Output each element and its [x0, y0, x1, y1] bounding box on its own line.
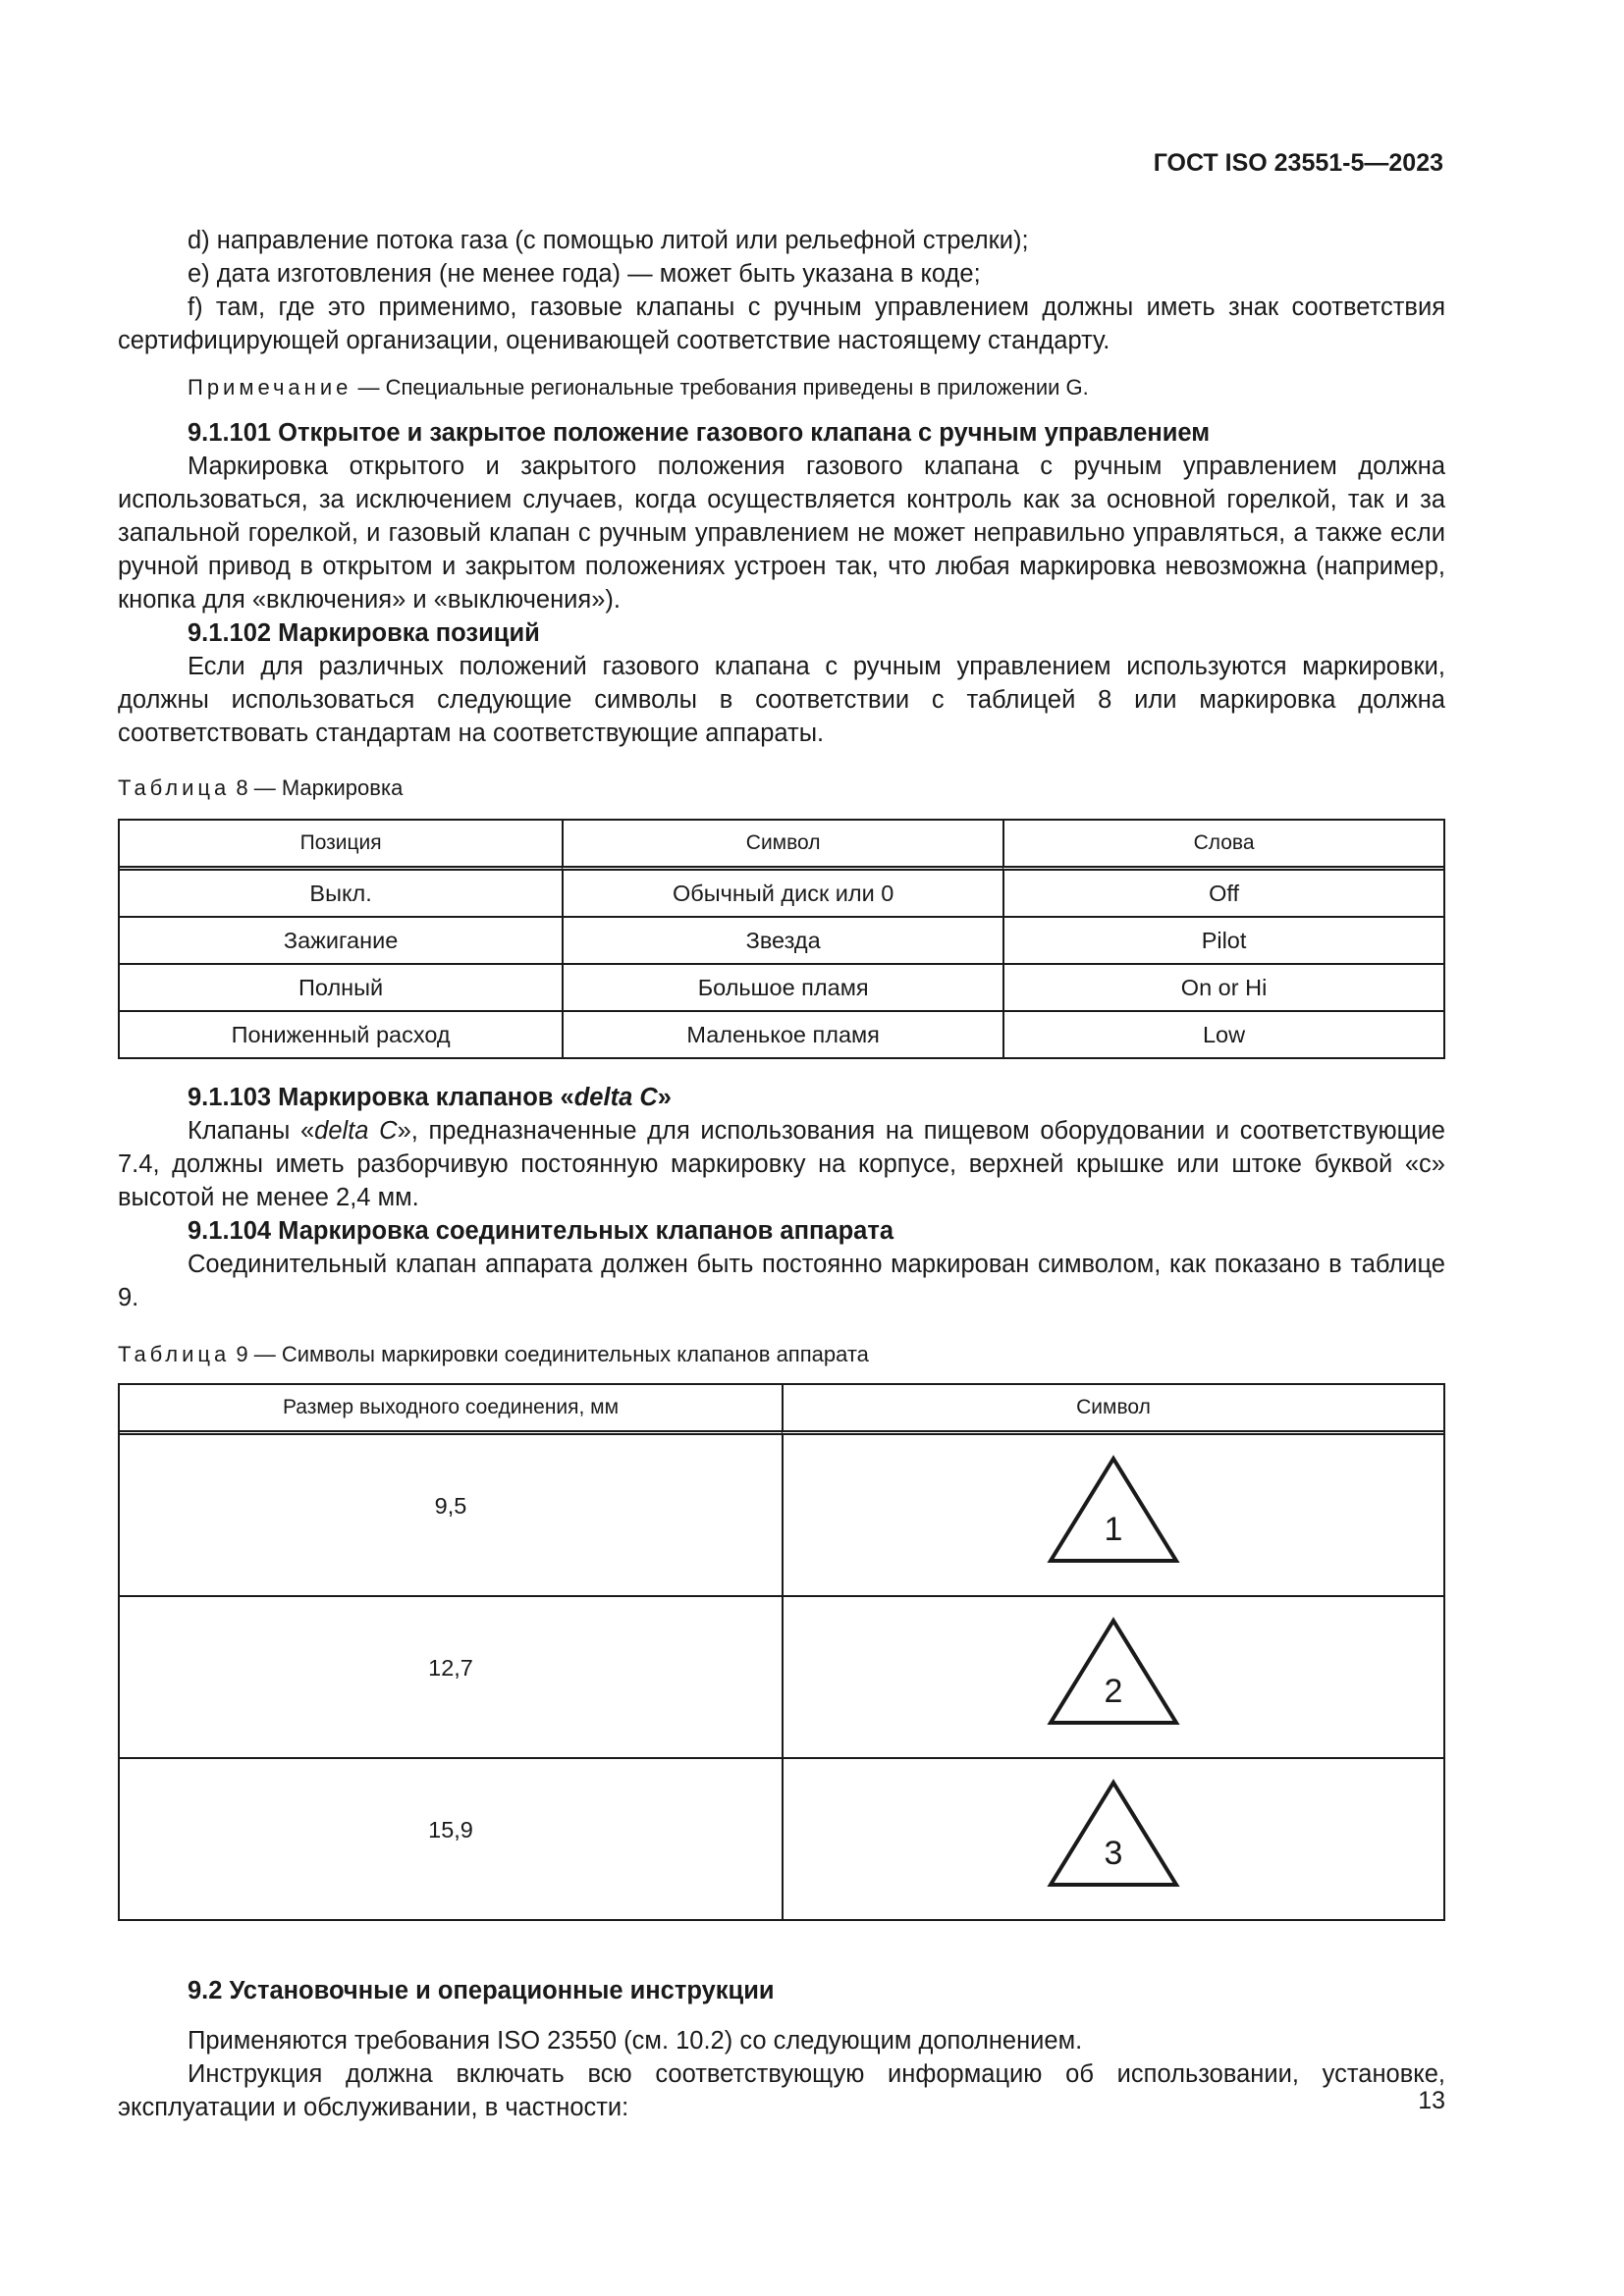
table8-cell: Pilot	[1002, 918, 1443, 965]
document-code: ГОСТ ISO 23551-5—2023	[1153, 149, 1443, 177]
table-row	[120, 1759, 1443, 1919]
triangle-number: 2	[1104, 1672, 1123, 1710]
list-item-f: f) там, где это применимо, газовые клапаны с ручным управлением должны иметь знак соответствия сертифицирующей организации, оценивающей соответствие настоящему стандарту.	[118, 294, 1445, 354]
table-row	[120, 918, 1443, 965]
section-text-9-1-102: Если для различных положений газового клапана с ручным управлением используются маркировки, должны использоваться следующие символы в соответствии с таблицей 8 или маркировка должна соответствовать стандартам на соответствующие аппараты.	[118, 653, 1445, 747]
table8-cell: Выкл.	[120, 871, 562, 918]
list-item-e: e) дата изготовления (не менее года) — может быть указана в коде;	[188, 260, 981, 288]
page-content	[118, 224, 1445, 2124]
note	[118, 371, 1445, 404]
section-text-9-1-101: Маркировка открытого и закрытого положения газового клапана с ручным управлением должна использоваться, за исключением случаев, когда осуществляется контроль как за основной горелкой, так и за запальной горелкой, и газовый клапан с ручным управлением не может неправильно управляться, а также если ручной привод в открытом и закрытом положениях устроен так, что любая маркировка невозможна (например, кнопка для «включения» и «выключения»).	[118, 453, 1445, 614]
triangle-symbol-icon	[1045, 1617, 1182, 1730]
section-heading-9-1-102: 9.1.102 Маркировка позиций	[188, 619, 540, 647]
triangle-symbol-icon	[1045, 1455, 1182, 1568]
table8-cell: Зажигание	[120, 918, 562, 965]
table8-header-row	[120, 821, 1443, 871]
table8-cell: Звезда	[562, 918, 1002, 965]
table8-caption-label: Таблица	[118, 775, 231, 800]
section-heading-9-1-104: 9.1.104 Маркировка соединительных клапанов аппарата	[188, 1217, 894, 1245]
table-row	[120, 1597, 1443, 1759]
table8-cell: On or Hi	[1002, 965, 1443, 1012]
triangle-symbol-icon	[1045, 1779, 1182, 1892]
table8-caption	[118, 772, 1445, 805]
table8-header-words: Слова	[1002, 821, 1443, 871]
table8-header-position: Позиция	[120, 821, 562, 871]
table8-cell: Off	[1002, 871, 1443, 918]
section-text-9-1-104: Соединительный клапан аппарата должен быть постоянно маркирован символом, как показано в таблице 9.	[118, 1251, 1445, 1311]
table9-size-cell: 9,5	[120, 1435, 782, 1597]
table9-size-cell: 12,7	[120, 1597, 782, 1759]
triangle-number: 3	[1104, 1834, 1123, 1872]
section-heading-9-2: 9.2 Установочные и операционные инструкции	[188, 1977, 775, 2004]
table9	[118, 1383, 1445, 1921]
table8-cell: Полный	[120, 965, 562, 1012]
text-part: », предназначенные для использования на пищевом оборудовании и соответствующие 7.4, должны иметь разборчивую постоянную маркировку на корпусе, верхней крышке или штоке буквой «c» высотой не менее 2,4 мм.	[118, 1117, 1445, 1211]
table-row	[120, 871, 1443, 918]
list-item-d: d) направление потока газа (с помощью литой или рельефной стрелки);	[188, 227, 1029, 254]
table8-cell: Пониженный расход	[231, 1022, 451, 1047]
table9-symbol-cell	[782, 1435, 1443, 1597]
table8-cell: Большое пламя	[562, 965, 1002, 1012]
note-text: — Специальные региональные требования приведены в приложении G.	[352, 375, 1089, 400]
table9-header-size: Размер выходного соединения, мм	[120, 1385, 782, 1435]
heading-part: »	[657, 1084, 672, 1111]
text-part: Клапаны «	[188, 1117, 315, 1145]
table9-header-row	[120, 1385, 1443, 1435]
heading-italic-part: delta C	[573, 1084, 658, 1111]
section-heading-9-1-103	[118, 1081, 1445, 1114]
section-text-9-2-b: Инструкция должна включать всю соответствующую информацию об использовании, установке, эксплуатации и обслуживании, в частности:	[118, 2060, 1445, 2121]
table9-symbol-cell	[782, 1759, 1443, 1919]
table8-caption-text: 8 — Маркировка	[230, 775, 404, 800]
section-text-9-2-a: Применяются требования ISO 23550 (см. 10.2) со следующим дополнением.	[188, 2027, 1083, 2055]
table8-cell: Маленькое пламя	[562, 1012, 1002, 1057]
table9-symbol-cell	[782, 1597, 1443, 1759]
note-label: Примечание	[188, 375, 352, 400]
table8-header-symbol: Символ	[562, 821, 1002, 871]
text-italic-part: delta C	[314, 1117, 398, 1145]
triangle-number: 1	[1104, 1510, 1123, 1548]
page-number: 13	[1418, 2087, 1445, 2114]
heading-part: 9.1.103 Маркировка клапанов «	[188, 1084, 574, 1111]
table8-cell: Обычный диск или 0	[562, 871, 1002, 918]
table8-cell: Low	[1002, 1012, 1443, 1057]
section-text-9-1-103	[118, 1114, 1445, 1214]
table8	[118, 819, 1445, 1059]
table9-caption-text: 9 — Символы маркировки соединительных клапанов аппарата	[230, 1342, 869, 1366]
table9-size-cell: 15,9	[428, 1817, 473, 1842]
table9-caption	[118, 1338, 1445, 1371]
table-row	[120, 965, 1443, 1012]
table-row	[120, 1012, 1443, 1057]
section-heading-9-1-101: 9.1.101 Открытое и закрытое положение газового клапана с ручным управлением	[188, 419, 1211, 447]
table9-caption-label: Таблица	[118, 1342, 231, 1366]
table-row	[120, 1435, 1443, 1597]
table9-header-symbol: Символ	[782, 1385, 1443, 1435]
